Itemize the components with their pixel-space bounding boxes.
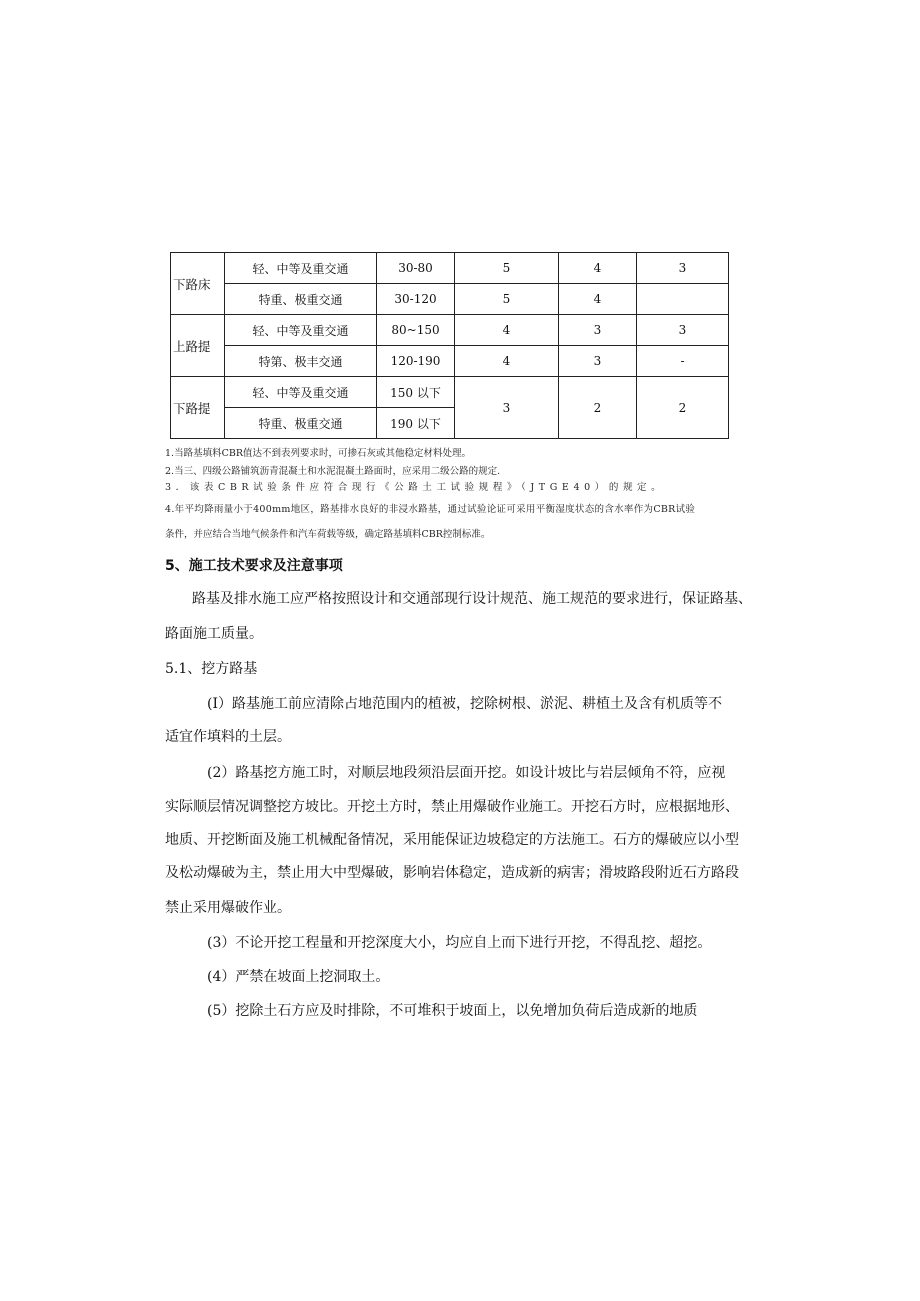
value-cell: 3 <box>637 253 729 284</box>
value-cell <box>637 284 729 315</box>
value-cell: 5 <box>455 284 559 315</box>
paragraph-line: 路基及排水施工应严格按照设计和交通部现行设计规范、施工规范的要求进行，保证路基、 <box>192 591 752 607</box>
value-cell: 3 <box>455 377 559 439</box>
paragraph-line: 及松动爆破为主，禁止用大中型爆破，影响岩体稳定，造成新的病害；滑坡路段附近石方路段 <box>165 865 739 881</box>
subsection-heading: 5.1、挖方路基 <box>165 661 258 677</box>
layer-cell: 下路床 <box>171 253 225 315</box>
depth-cell: 150 以下 <box>377 377 455 408</box>
value-cell: 3 <box>559 315 637 346</box>
paragraph-line: 地质、开挖断面及施工机械配备情况，采用能保证边坡稳定的方法施工。石方的爆破应以小型 <box>165 832 739 848</box>
paragraph-line: (4）严禁在坡面上挖洞取土。 <box>207 969 390 985</box>
depth-cell: 30-120 <box>377 284 455 315</box>
value-cell: 4 <box>559 253 637 284</box>
paragraph-line: 禁止采用爆破作业。 <box>165 900 291 916</box>
table-row <box>171 253 729 284</box>
value-cell: 4 <box>455 346 559 377</box>
depth-cell: 190 以下 <box>377 408 455 439</box>
table-note: 3．该表CBR试验条件应符合现行《公路土工试验规程》（JTGE40）的规定。 <box>165 482 666 493</box>
section-heading: 5、施工技术要求及注意事项 <box>165 558 343 574</box>
value-cell: 2 <box>559 377 637 439</box>
layer-cell: 上路提 <box>171 315 225 377</box>
depth-cell: 120-190 <box>377 346 455 377</box>
value-cell: - <box>637 346 729 377</box>
table-row <box>171 284 729 315</box>
traffic-cell: 特重、极重交通 <box>225 284 377 315</box>
table-note: 4.年平均降雨量小于400mm地区，路基排水良好的非浸水路基，通过试验论证可采用平衡湿度状态的含水率作为CBR试验 <box>165 504 696 515</box>
value-cell: 3 <box>559 346 637 377</box>
value-cell: 4 <box>455 315 559 346</box>
value-cell: 5 <box>455 253 559 284</box>
paragraph-line: (I）路基施工前应清除占地范围内的植被，挖除树根、淤泥、耕植土及含有机质等不 <box>207 696 722 712</box>
paragraph-line: 适宜作填料的土层。 <box>165 729 291 745</box>
table-note: 2.当三、四级公路铺筑沥青混凝土和水泥混凝土路面时，应采用二级公路的规定. <box>165 466 501 477</box>
depth-cell: 80~150 <box>377 315 455 346</box>
cbr-requirements-table <box>170 252 729 439</box>
traffic-cell: 轻、中等及重交通 <box>225 377 377 408</box>
table-row <box>171 315 729 346</box>
traffic-cell: 轻、中等及重交通 <box>225 315 377 346</box>
depth-cell: 30-80 <box>377 253 455 284</box>
traffic-cell: 轻、中等及重交通 <box>225 253 377 284</box>
traffic-cell: 特重、极重交通 <box>225 408 377 439</box>
paragraph-line: 路面施工质量。 <box>165 626 263 642</box>
table-note: 条件，并应结合当地气候条件和汽车荷载等级，确定路基填料CBR控制标准。 <box>165 529 491 540</box>
value-cell: 2 <box>637 377 729 439</box>
paragraph-line: (3）不论开挖工程量和开挖深度大小，均应自上而下进行开挖，不得乱挖、超挖。 <box>207 935 712 951</box>
value-cell: 3 <box>637 315 729 346</box>
value-cell: 4 <box>559 284 637 315</box>
paragraph-line: 实际顺层情况调整挖方坡比。开挖土方时，禁止用爆破作业施工。开挖石方时，应根据地形、 <box>165 799 739 815</box>
traffic-cell: 特第、极丰交通 <box>225 346 377 377</box>
paragraph-line: (5）挖除土石方应及时排除，不可堆积于坡面上，以免增加负荷后造成新的地质 <box>207 1003 698 1019</box>
table-note: 1.当路基填料CBR值达不到表列要求时，可掺石灰或其他稳定材料处理。 <box>165 448 471 459</box>
table-row <box>171 346 729 377</box>
layer-cell: 下路提 <box>171 377 225 439</box>
table-row <box>171 377 729 408</box>
paragraph-line: (2）路基挖方施工时，对顺层地段须沿层面开挖。如设计坡比与岩层倾角不符，应视 <box>207 765 726 781</box>
